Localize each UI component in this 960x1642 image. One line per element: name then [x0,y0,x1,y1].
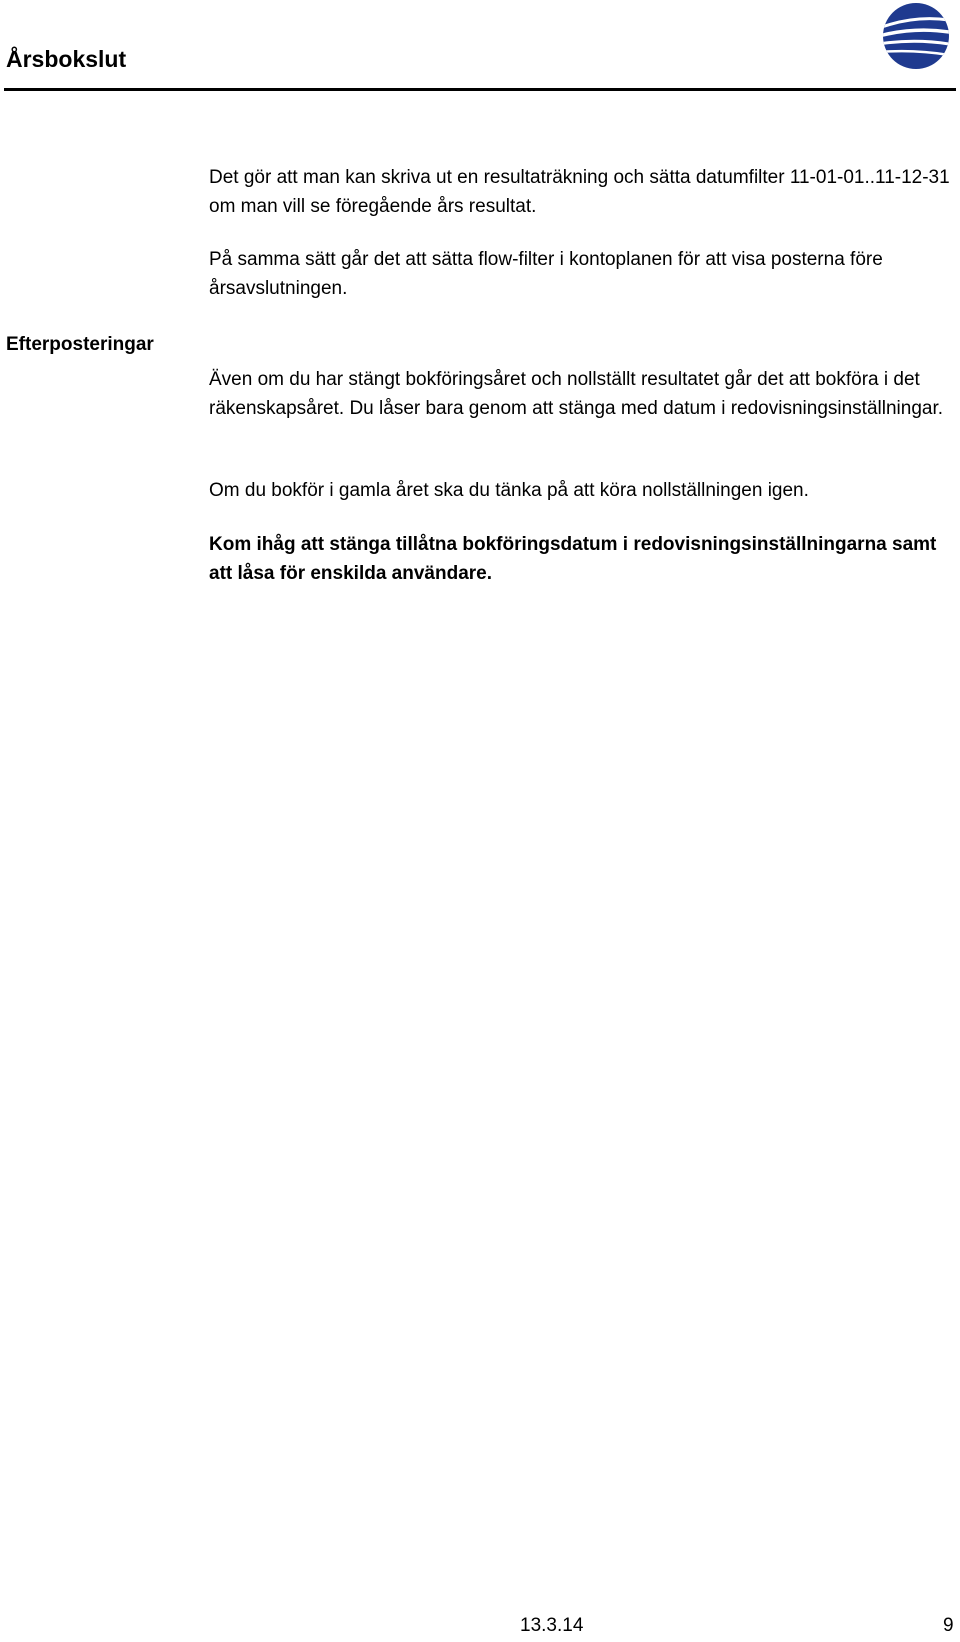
footer-date: 13.3.14 [520,1615,584,1636]
page-title: Årsbokslut [6,46,127,72]
paragraph-reminder-bold: Kom ihåg att stänga tillåtna bokföringsdatum i redovisningsinställningarna samt att låsa för enskilda användare. [209,534,937,584]
paragraph-reset-again: Om du bokför i gamla året ska du tänka på att köra nollställningen igen. [209,480,809,501]
header-divider [4,88,956,91]
paragraph-flow-filter: På samma sätt går det att sätta flow-filter i kontoplanen för att visa posterna före årsavslutningen. [209,249,883,299]
footer-page-number: 9 [943,1615,954,1636]
paragraph-result-report: Det gör att man kan skriva ut en resultaträkning och sätta datumfilter 11-01-01..11-12-31 om man vill se föregående års resultat. [209,167,950,217]
paragraph-post-closing-entries: Även om du har stängt bokföringsåret och nollställt resultatet går det att bokföra i det räkenskapsåret. Du låser bara genom att stänga med datum i redovisningsinställningar. [209,369,944,419]
section-heading-efterposteringar: Efterposteringar [6,334,154,355]
company-logo-icon [877,0,955,72]
